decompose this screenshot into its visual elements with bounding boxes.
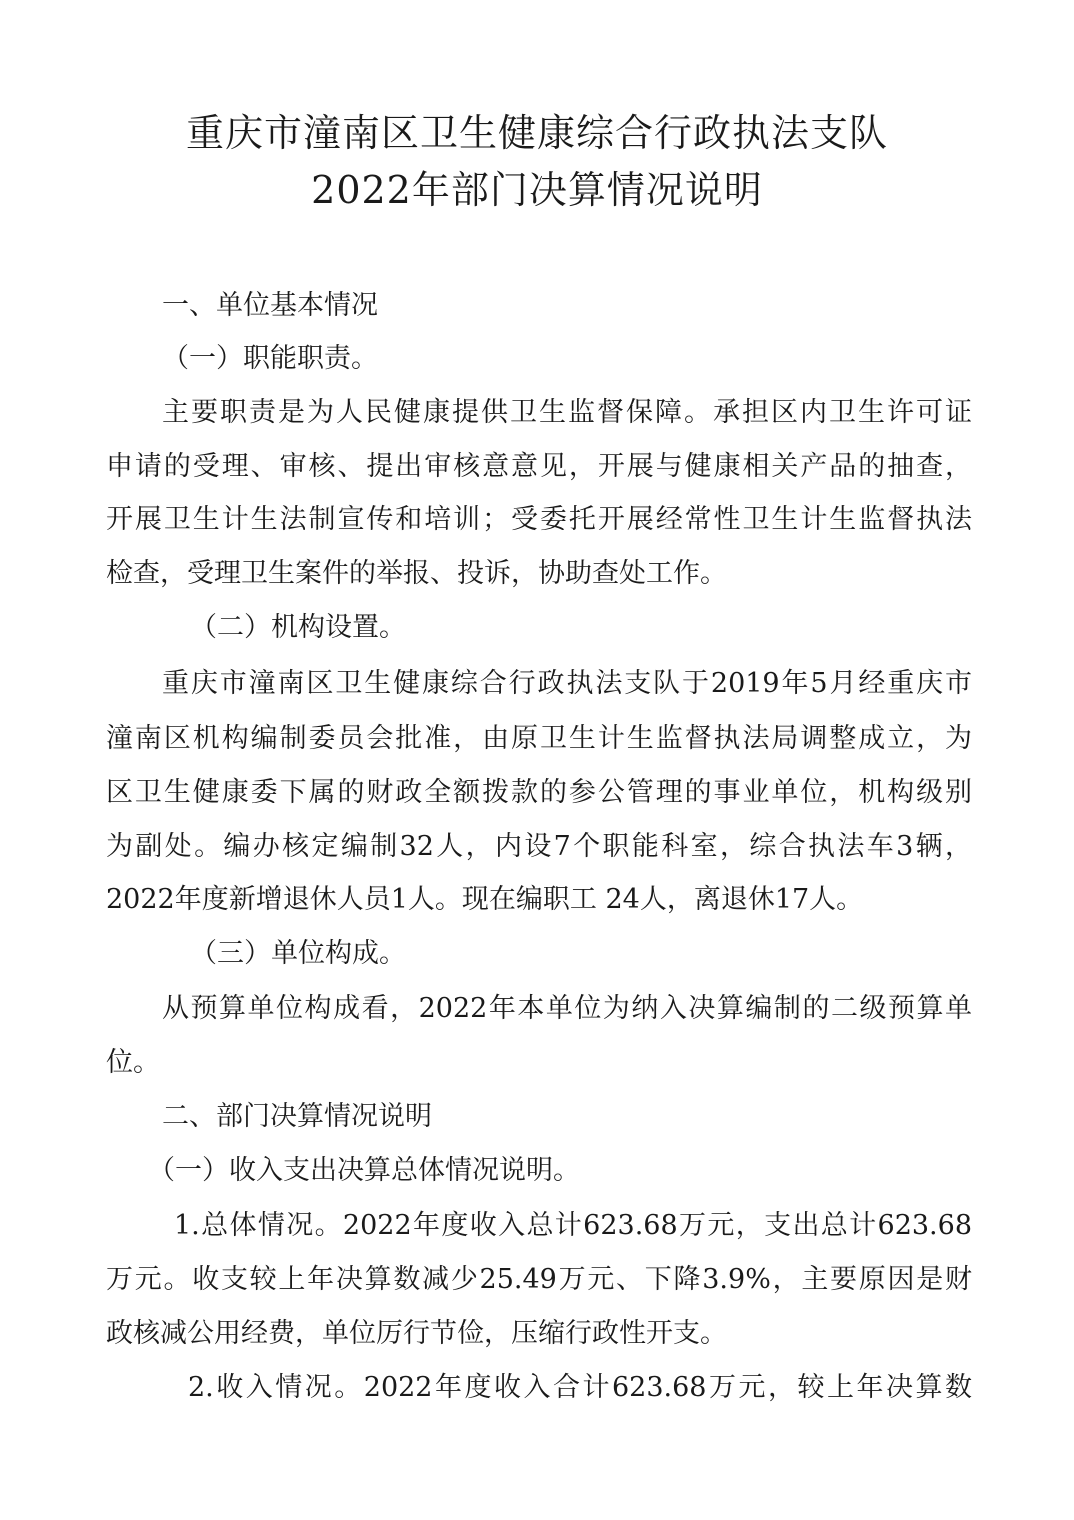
paragraph-line: 2.收入情况。2022年度收入合计623.68万元，较上年决算数 [188,1372,972,1403]
document-title-line-2: 2022年部门决算情况说明 [311,168,763,212]
subheading-functions: （一）职能职责。 [162,343,378,374]
section-heading-basic-info: 一、单位基本情况 [162,290,378,321]
paragraph-line: 1.总体情况。2022年度收入总计623.68万元，支出总计623.68 [174,1210,972,1241]
paragraph-line: 开展卫生计生法制宣传和培训；受委托开展经常性卫生计生监督执法 [106,504,972,535]
subheading-income-expenditure: （一）收入支出决算总体情况说明。 [148,1155,580,1186]
paragraph-line: 政核减公用经费，单位厉行节俭，压缩行政性开支。 [106,1318,727,1349]
paragraph-line: 检查，受理卫生案件的举报、投诉，协助查处工作。 [106,558,727,589]
paragraph-line: 从预算单位构成看，2022年本单位为纳入决算编制的二级预算单 [162,993,972,1024]
paragraph-line: 位。 [106,1047,160,1078]
paragraph-line: 为副处。编办核定编制32人，内设7个职能科室，综合执法车3辆， [106,831,972,862]
subheading-organization: （二）机构设置。 [190,612,406,643]
paragraph-line: 申请的受理、审核、提出审核意意见，开展与健康相关产品的抽查， [106,451,972,482]
paragraph-line: 区卫生健康委下属的财政全额拨款的参公管理的事业单位，机构级别 [106,777,972,808]
paragraph-line: 潼南区机构编制委员会批准，由原卫生计生监督执法局调整成立，为 [106,723,972,754]
paragraph-line: 重庆市潼南区卫生健康综合行政执法支队于2019年5月经重庆市 [162,668,972,699]
document-title-line-1: 重庆市潼南区卫生健康综合行政执法支队 [185,111,888,155]
paragraph-line: 主要职责是为人民健康提供卫生监督保障。承担区内卫生许可证 [162,397,972,428]
paragraph-line: 万元。收支较上年决算数减少25.49万元、下降3.9%，主要原因是财 [106,1264,972,1295]
paragraph-line: 2022年度新增退休人员1人。现在编职工 24人，离退休17人。 [106,884,864,915]
section-heading-final-accounts: 二、部门决算情况说明 [162,1101,432,1132]
subheading-unit-composition: （三）单位构成。 [190,938,406,969]
